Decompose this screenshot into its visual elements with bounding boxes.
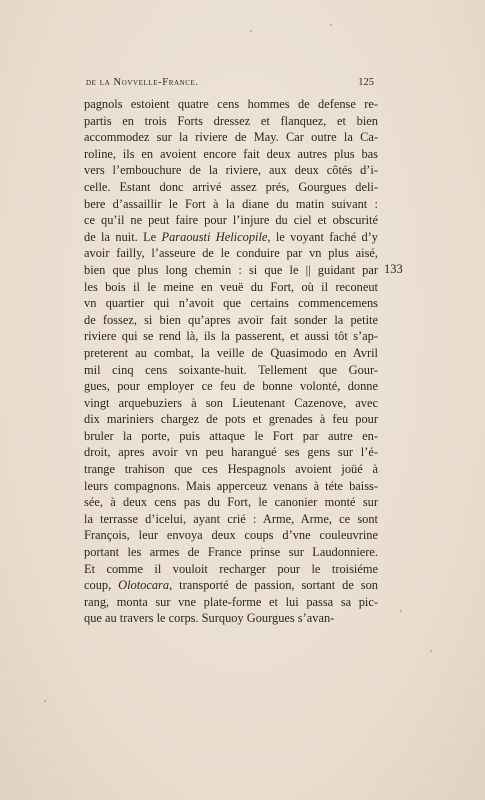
text-line: gues, pour employer ce feu de bonne volonté, donne xyxy=(84,379,378,394)
text-line: avoir failly, l’asseure de le conduire par vn plus aisé, xyxy=(84,246,378,261)
text-line: de la nuit. Le Paraousti Helicopile, le voyant faché d’y xyxy=(84,229,378,244)
text-line: preterent au combat, la veille de Quasimodo en Avril xyxy=(84,345,378,360)
text-line: accommodez sur la riviere de May. Car outre la Ca- xyxy=(84,130,378,145)
text-line: que au travers le corps. Surquoy Gourgues s’avan- xyxy=(84,611,335,626)
text-line: Et comme il vouloit recharger pour le troisiéme xyxy=(84,561,378,576)
text-line: leurs compagnons. Mais apperceuz venans à téte baiss- xyxy=(84,478,378,493)
text-line: coup, Olotocara, transporté de passion, sortant de son xyxy=(84,578,379,593)
paper-speck xyxy=(250,30,252,32)
text-line: portant les armes de France prinse sur Laudonniere. xyxy=(84,545,378,560)
text-line: droit, apres avoir vn peu harangué ses gens sur l’é- xyxy=(84,445,378,460)
text-line: roline, ils en avoient encore fait deux autres plus bas xyxy=(84,146,378,161)
paper-speck xyxy=(430,650,432,652)
text-line: rang, monta sur vne plate-forme et lui passa sa pic- xyxy=(84,594,378,609)
text-line: trange trahison que ces Hespagnols avoient joüé à xyxy=(84,462,378,477)
text-line: bruler la porte, puis attaque le Fort par autre en- xyxy=(84,428,378,443)
text-line: bere d’assaillir le Fort à la diane du matin suivant : xyxy=(84,196,378,211)
text-line: François, leur envoya deux coups d’vne couleuvrine xyxy=(84,528,378,543)
running-header xyxy=(86,77,374,88)
text-line: vingt arquebuziers à son Lieutenant Cazenove, avec xyxy=(84,395,378,410)
paper-speck xyxy=(400,610,402,612)
text-line: pagnols estoient quatre cens hommes de defense re- xyxy=(84,97,378,111)
paper-speck xyxy=(330,24,332,26)
text-line: la terrasse d’icelui, ayant crié : Arme, Arme, ce sont xyxy=(84,511,378,526)
text-line: dix mariniers chargez de pots et grenades à feu pour xyxy=(84,412,378,427)
text-line: sée, à deux cens pas du Fort, le canonier monté sur xyxy=(84,495,378,510)
text-line: partis en trois Forts dressez et flanquez, et bien xyxy=(84,113,378,128)
text-line: vn quartier qui n’avoit que certains commencemens xyxy=(84,296,378,311)
text-line: vers l’embouchure de la riviere, aux deux côtés d’i- xyxy=(84,163,378,178)
text-line: mil cinq cens soixante-huit. Tellement que Gour- xyxy=(84,362,378,377)
text-line: de fossez, si bien qu’apres avoir fait sonder la petite xyxy=(84,312,378,327)
paper-speck xyxy=(44,700,46,702)
body-text xyxy=(84,96,378,627)
text-line: bien que plus long chemin : si que le || guidant par xyxy=(84,262,378,277)
text-line: celle. Estant donc arrivé assez prés, Gourgues deli- xyxy=(84,179,378,194)
text-line: ce qu’il ne peut faire pour l’injure du ciel et obscurité xyxy=(84,213,378,228)
text-line: les bois il le meine en veuë du Fort, où il reconeut xyxy=(84,279,378,294)
margin-note: 133 xyxy=(384,262,403,276)
page-number: 125 xyxy=(358,77,374,88)
running-title: de la Novvelle-France. xyxy=(86,77,199,88)
text-line: riviere qui se rend là, ils la passerent, et aussi tôt s’ap- xyxy=(84,329,378,344)
